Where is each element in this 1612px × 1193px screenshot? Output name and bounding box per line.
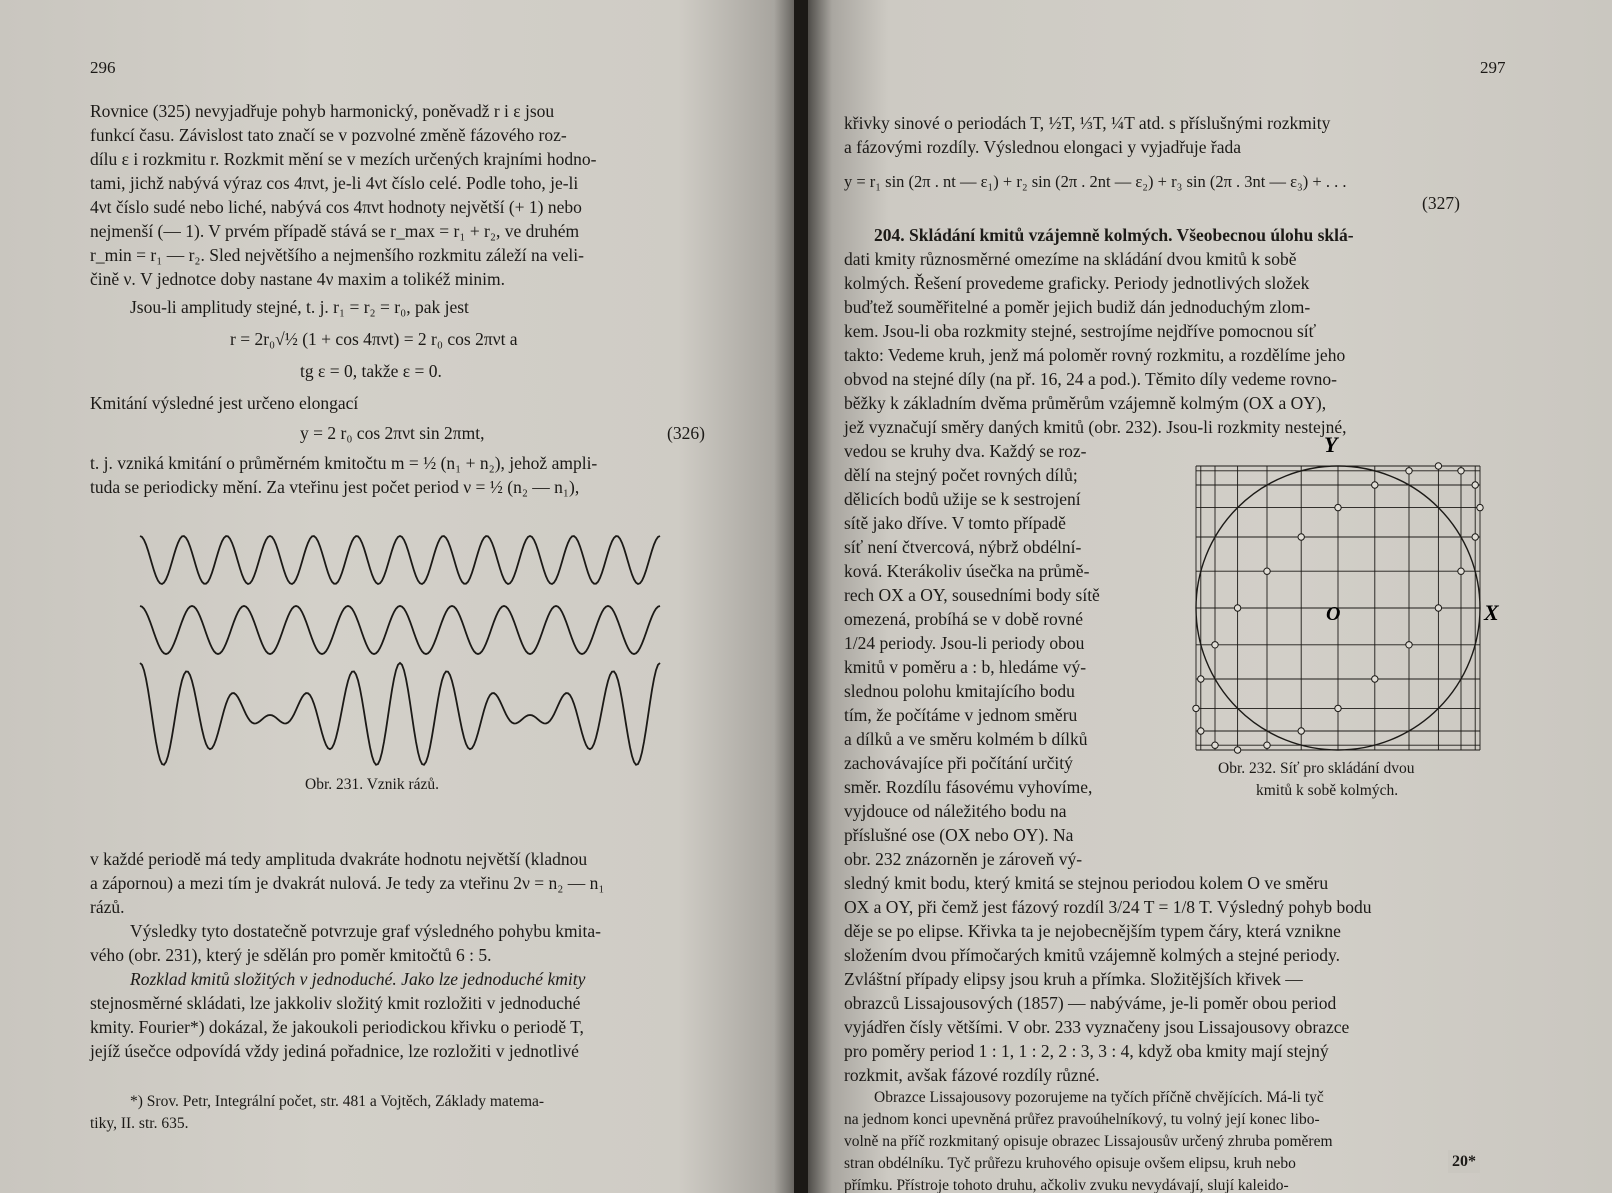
net-point xyxy=(1335,705,1341,711)
net-point xyxy=(1298,728,1304,734)
text-line: obrazců Lissajousových (1857) — nabýváme, je-li poměr obou period xyxy=(844,993,1337,1013)
net-point xyxy=(1458,568,1464,574)
text-line: jež vyznačují směry daných kmitů (obr. 232). Jsou-li rozkmity nestejné, xyxy=(844,417,1347,437)
net-point xyxy=(1472,534,1478,540)
text-line: na jednom konci upevněná průřez pravoúhelníkový, tu volný její konec libo- xyxy=(844,1111,1320,1128)
text-line: nejmenší (— 1). V prvém případě stává se r_max = r₁ + r₂, ve druhém xyxy=(90,221,580,241)
figure-caption: Obr. 231. Vznik rázů. xyxy=(305,776,440,793)
text-line: tím, že počítáme v jednom směru xyxy=(844,705,1078,725)
text-line: kmity. Fourier*) dokázal, že jakoukoli periodickou křivku o periodě T, xyxy=(90,1017,584,1037)
text-line: dělicích bodů užije se k sestrojení xyxy=(844,489,1081,509)
text-line: ková. Kterákoliv úsečka na průmě- xyxy=(844,561,1090,581)
net-point xyxy=(1298,534,1304,540)
equation: r = 2r₀√½ (1 + cos 4πνt) = 2 r₀ cos 2πνt a xyxy=(230,329,518,349)
text-line: pro poměry period 1 : 1, 1 : 2, 2 : 3, 3 : 4, když oba kmity mají stejný xyxy=(844,1041,1329,1061)
text-line: Rozklad kmitů složitých v jednoduché. Jako lze jednoduché kmity xyxy=(130,969,586,989)
equation-number: (327) xyxy=(1422,193,1460,213)
axis-label-x: X xyxy=(1484,600,1499,625)
net-point xyxy=(1406,642,1412,648)
text-line: jejíž úsečce odpovídá vždy jediná pořadnice, lze rozložiti v jednotlivé xyxy=(90,1041,579,1061)
net-point xyxy=(1198,676,1204,682)
net-point xyxy=(1477,504,1483,510)
lissajous-net-figure xyxy=(1192,430,1502,770)
text-line: slednou polohu kmitajícího bodu xyxy=(844,681,1075,701)
net-point xyxy=(1458,468,1464,474)
text-line: čině ν. V jednotce doby nastane 4ν maxim a tolikéž minim. xyxy=(90,269,505,289)
net-point xyxy=(1264,742,1270,748)
net-point xyxy=(1372,676,1378,682)
right-page xyxy=(808,0,1612,1193)
text-line: a zápornou) a mezi tím je dvakrát nulová. Je tedy za vteřinu 2ν = n₂ — n₁ xyxy=(90,873,605,893)
text-line: děje se po elipse. Křivka ta je nejobecnějším typem čáry, která vznikne xyxy=(844,921,1341,941)
beats-figure xyxy=(130,530,690,770)
text-line: směr. Rozdílu fásovému vyhovíme, xyxy=(844,777,1093,797)
net-point xyxy=(1264,568,1270,574)
origin-label: O xyxy=(1326,603,1341,625)
text-line: vyjdouce od náležitého bodu na xyxy=(844,801,1067,821)
text-line: kem. Jsou-li oba rozkmity stejné, sestrojíme nejdříve pomocnou síť xyxy=(844,321,1317,341)
net-point xyxy=(1193,705,1199,711)
net-point xyxy=(1234,747,1240,753)
signature-mark: 20* xyxy=(1448,1150,1480,1173)
text-line: dělí na stejný počet rovných dílů; xyxy=(844,465,1078,485)
text-line: síť není čtvercová, nýbrž obdélní- xyxy=(844,537,1082,557)
text-line: tuda se periodicky mění. Za vteřinu jest počet period ν = ½ (n₂ — n₁), xyxy=(90,477,580,497)
page-number: 297 xyxy=(1480,58,1506,77)
figure-caption: kmitů k sobě kolmých. xyxy=(1256,782,1399,799)
text-line: 4νt číslo sudé nebo liché, nabývá cos 4πνt hodnoty největší (+ 1) nebo xyxy=(90,197,582,217)
net-point xyxy=(1372,482,1378,488)
text-line: omezená, probíhá se v době rovné xyxy=(844,609,1084,629)
equation: y = 2 r₀ cos 2πνt sin 2πmt, xyxy=(300,423,485,443)
text-line: vého (obr. 231), který je sdělán pro poměr kmitočtů 6 : 5. xyxy=(90,945,492,965)
text-line: dílu ε i rozkmitu r. Rozkmit mění se v mezích určených krajními hodno- xyxy=(90,149,597,169)
text-line: sledný kmit bodu, který kmitá se stejnou periodou kolem O ve směru xyxy=(844,873,1329,893)
text-line: v každé periodě má tedy amplituda dvakráte hodnotu největší (kladnou xyxy=(90,849,588,869)
figure-caption: Obr. 232. Síť pro skládání dvou xyxy=(1218,760,1415,777)
text-line: buďtež souměřitelné a poměr jejich budiž dán jednoduchým zlom- xyxy=(844,297,1311,317)
equation-number: (326) xyxy=(667,423,705,443)
text-line: křivky sinové o periodách T, ½T, ⅓T, ¼T atd. s příslušnými rozkmity xyxy=(844,113,1331,133)
text-line: složením dvou přímočarých kmitů vzájemně kolmých a stejné periody. xyxy=(844,945,1341,965)
text-line: kolmých. Řešení provedeme graficky. Periody jednotlivých složek xyxy=(844,273,1310,293)
text-line: stran obdélníku. Tyč průřezu kruhového opisuje ovšem elipsu, kruh nebo xyxy=(844,1155,1296,1172)
footnote-line: *) Srov. Petr, Integrální počet, str. 481 a Vojtěch, Základy matema- xyxy=(130,1093,545,1110)
text-line: tami, jichž nabývá výraz cos 4πνt, je-li 4νt číslo celé. Podle toho, je-li xyxy=(90,173,579,193)
net-point xyxy=(1435,605,1441,611)
text-line: Zvláštní případy elipsy jsou kruh a přímka. Složitějších křivek — xyxy=(844,969,1303,989)
text-line: stejnosměrné skládati, lze jakkoliv složitý kmit rozložiti v jednoduché xyxy=(90,993,581,1013)
page-number: 296 xyxy=(90,58,116,77)
text-line: příslušné ose (OX nebo OY). Na xyxy=(844,825,1074,845)
text-line: obvod na stejné díly (na př. 16, 24 a pod.). Těmito díly vedeme rovno- xyxy=(844,369,1337,389)
net-point xyxy=(1212,742,1218,748)
text-line: kmitů v poměru a : b, hledáme vý- xyxy=(844,657,1087,677)
net-point xyxy=(1212,642,1218,648)
text-line: vedou se kruhy dva. Každý se roz- xyxy=(844,441,1087,461)
net-point xyxy=(1198,728,1204,734)
text-line: a fázovými rozdíly. Výslednou elongaci y vyjadřuje řada xyxy=(844,137,1242,157)
net-point xyxy=(1472,482,1478,488)
text-line: přímku. Přístroje tohoto druhu, ačkoliv zvuku nevydávají, slují kaleido- xyxy=(844,1177,1289,1193)
text-line: Rovnice (325) nevyjadřuje pohyb harmonický, poněvadž r i ε jsou xyxy=(90,101,555,121)
net-point xyxy=(1335,504,1341,510)
text-line: volně na příč rozkmitaný opisuje obrazec Lissajousův určený zhruba poměrem xyxy=(844,1133,1333,1150)
wave-2 xyxy=(140,606,660,654)
left-page xyxy=(0,0,798,1193)
text-line: dati kmity různosměrné omezíme na skládání dvou kmitů k sobě xyxy=(844,249,1297,269)
net-point xyxy=(1435,463,1441,469)
text-line: Kmitání výsledné jest určeno elongací xyxy=(90,393,359,413)
text-line: t. j. vzniká kmitání o průměrném kmitočtu m = ½ (n₁ + n₂), jehož ampli- xyxy=(90,453,598,473)
wave-sum xyxy=(140,663,660,765)
axis-label-y: Y xyxy=(1324,432,1338,457)
text-line: Jsou-li amplitudy stejné, t. j. r₁ = r₂ = r₀, pak jest xyxy=(130,297,469,317)
text-line: běžky k základním dvěma průměrům vzájemně kolmým (OX a OY), xyxy=(844,393,1327,413)
text-line: vyjádřen čísly většími. V obr. 233 vyznačeny jsou Lissajousovy obrazce xyxy=(844,1017,1350,1037)
text-line: rázů. xyxy=(90,897,125,917)
section-heading: 204. Skládání kmitů vzájemně kolmých. Všeobecnou úlohu sklá- xyxy=(874,225,1354,245)
text-line: obr. 232 znázorněn je zároveň vý- xyxy=(844,849,1083,869)
equation: tg ε = 0, takže ε = 0. xyxy=(300,361,442,381)
text-line: rech OX a OY, sousedními body sítě xyxy=(844,585,1100,605)
footnote-line: tiky, II. str. 635. xyxy=(90,1115,189,1132)
text-line: a dílků a ve směru kolmém b dílků xyxy=(844,729,1088,749)
net-point xyxy=(1406,468,1412,474)
wave-1 xyxy=(140,536,660,584)
text-line: 1/24 periody. Jsou-li periody obou xyxy=(844,633,1085,653)
text-line: Výsledky tyto dostatečně potvrzuje graf výsledného pohybu kmita- xyxy=(130,921,601,941)
text-line: sítě jako dříve. V tomto případě xyxy=(844,513,1066,533)
text-line: Obrazce Lissajousovy pozorujeme na tyčích příčně chvějících. Má-li tyč xyxy=(874,1089,1324,1106)
text-line: rozkmit, avšak fázové rozdíly různé. xyxy=(844,1065,1100,1085)
text-line: OX a OY, při čemž jest fázový rozdíl 3/24 T = 1/8 T. Výsledný pohyb bodu xyxy=(844,897,1372,917)
equation: y = r₁ sin (2π . nt — ε₁) + r₂ sin (2π . 2nt — ε₂) + r₃ sin (2π . 3nt — ε₃) + . . . xyxy=(844,172,1347,191)
text-line: r_min = r₁ — r₂. Sled největšího a nejmenšího rozkmitu záleží na veli- xyxy=(90,245,584,265)
text-line: takto: Vedeme kruh, jenž má poloměr rovný rozkmitu, a rozdělíme jeho xyxy=(844,345,1346,365)
text-line: funkcí času. Závislost tato značí se v pozvolné změně fázového roz- xyxy=(90,125,567,145)
net-point xyxy=(1234,605,1240,611)
text-line: zachovávajíce při počítání určitý xyxy=(844,753,1073,773)
